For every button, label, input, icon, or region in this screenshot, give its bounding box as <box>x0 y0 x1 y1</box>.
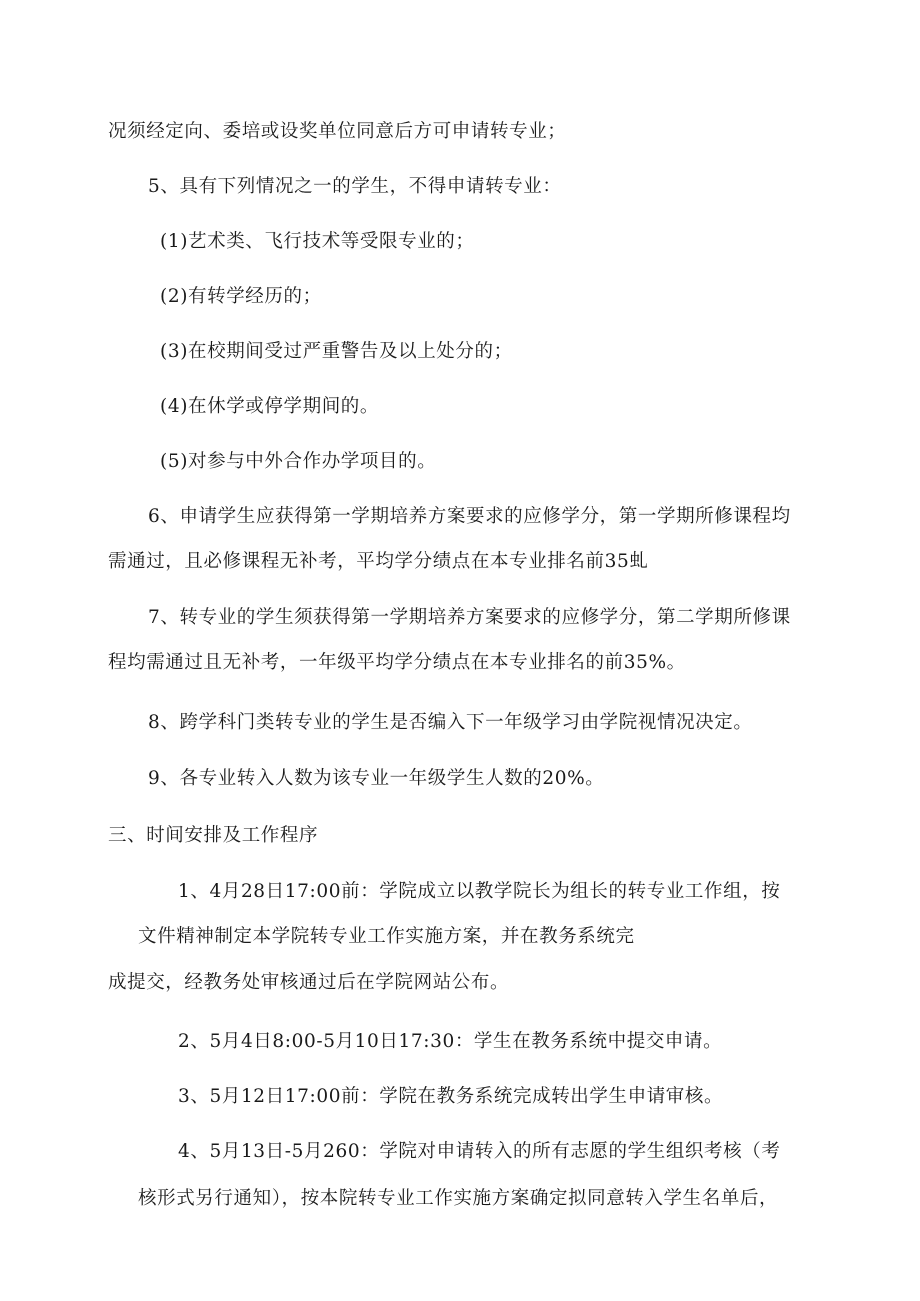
paragraph-line: 7、转专业的学生须获得第一学期培养方案要求的应修学分，第二学期所修课 <box>148 607 791 628</box>
section-heading: 三、时间安排及工作程序 <box>108 825 319 846</box>
list-item: (1)艺术类、飞行技术等受限专业的； <box>160 231 475 252</box>
paragraph-line: 5、具有下列情况之一的学生，不得申请转专业： <box>148 176 562 197</box>
paragraph-line: 2、5月4日8:00-5月10日17:30：学生在教务系统中提交申请。 <box>178 1031 723 1052</box>
paragraph-line: 9、各专业转入人数为该专业一年级学生人数的20%。 <box>148 768 605 789</box>
list-item: (3)在校期间受过严重警告及以上处分的； <box>160 341 513 362</box>
paragraph-line: 况须经定向、委培或设奖单位同意后方可申请转专业； <box>108 121 567 142</box>
paragraph-line: 成提交，经教务处审核通过后在学院网站公布。 <box>108 972 510 993</box>
paragraph-line: 3、5月12日17:00前：学院在教务系统完成转出学生申请审核。 <box>178 1086 724 1107</box>
paragraph-line: 程均需通过且无补考，一年级平均学分绩点在本专业排名的前35%。 <box>108 652 686 673</box>
paragraph-line: 核形式另行通知），按本院转专业工作实施方案确定拟同意转入学生名单后， <box>138 1188 779 1209</box>
paragraph-line: 需通过，且必修课程无补考，平均学分绩点在本专业排名前35虬 <box>108 551 649 572</box>
paragraph-line: 4、5月13日-5月260：学院对申请转入的所有志愿的学生组织考核（考 <box>178 1141 781 1162</box>
list-item: (4)在休学或停学期间的。 <box>160 396 380 417</box>
list-item: (2)有转学经历的； <box>160 286 322 307</box>
paragraph-line: 6、申请学生应获得第一学期培养方案要求的应修学分，第一学期所修课程均 <box>148 506 791 527</box>
list-item: (5)对参与中外合作办学项目的。 <box>160 451 437 472</box>
paragraph-line: 文件精神制定本学院转专业工作实施方案，并在教务系统完 <box>138 926 635 947</box>
paragraph-line: 1、4月28日17:00前：学院成立以教学院长为组长的转专业工作组，按 <box>178 881 781 902</box>
paragraph-line: 8、跨学科门类转专业的学生是否编入下一年级学习由学院视情况决定。 <box>148 712 753 733</box>
